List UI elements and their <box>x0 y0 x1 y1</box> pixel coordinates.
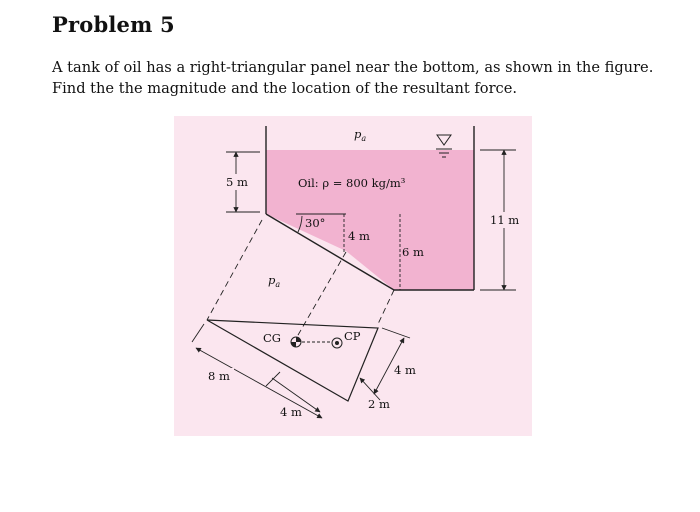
cp-marker-icon <box>332 338 342 348</box>
pa-top-label: $p_a$ <box>354 127 367 143</box>
cp-label: CP <box>344 329 361 343</box>
pa-panel-label: $p_a$ <box>268 273 281 289</box>
dim-4m-right-label: 4 m <box>394 363 416 377</box>
dim-4m-right <box>374 328 410 394</box>
dim-8m-label: 8 m <box>208 369 230 383</box>
dim-4m-bottom-label: 4 m <box>280 405 302 419</box>
dim-2m-label: 2 m <box>368 397 390 411</box>
problem-statement <box>52 57 662 99</box>
dim-6m-label: 6 m <box>402 245 424 259</box>
problem-text-line-1: A tank of oil has a right-triangular panel near the bottom, as shown in the figure. <box>52 59 654 76</box>
dim-11m-label: 11 m <box>490 213 520 227</box>
problem-text-line-2: Find the the magnitude and the location of the resultant force. <box>52 80 517 97</box>
oil-region <box>266 150 474 290</box>
problem-title: Problem 5 <box>52 12 175 37</box>
tank-figure <box>174 116 532 436</box>
dim-4m-vertical-label: 4 m <box>348 229 370 243</box>
dim-5m-label: 5 m <box>226 175 248 189</box>
angle-label: 30° <box>305 216 326 230</box>
cg-marker-icon <box>291 337 301 347</box>
cg-label: CG <box>263 331 281 345</box>
tank-diagram <box>174 116 532 436</box>
oil-label: Oil: ρ = 800 kg/m³ <box>298 176 406 190</box>
